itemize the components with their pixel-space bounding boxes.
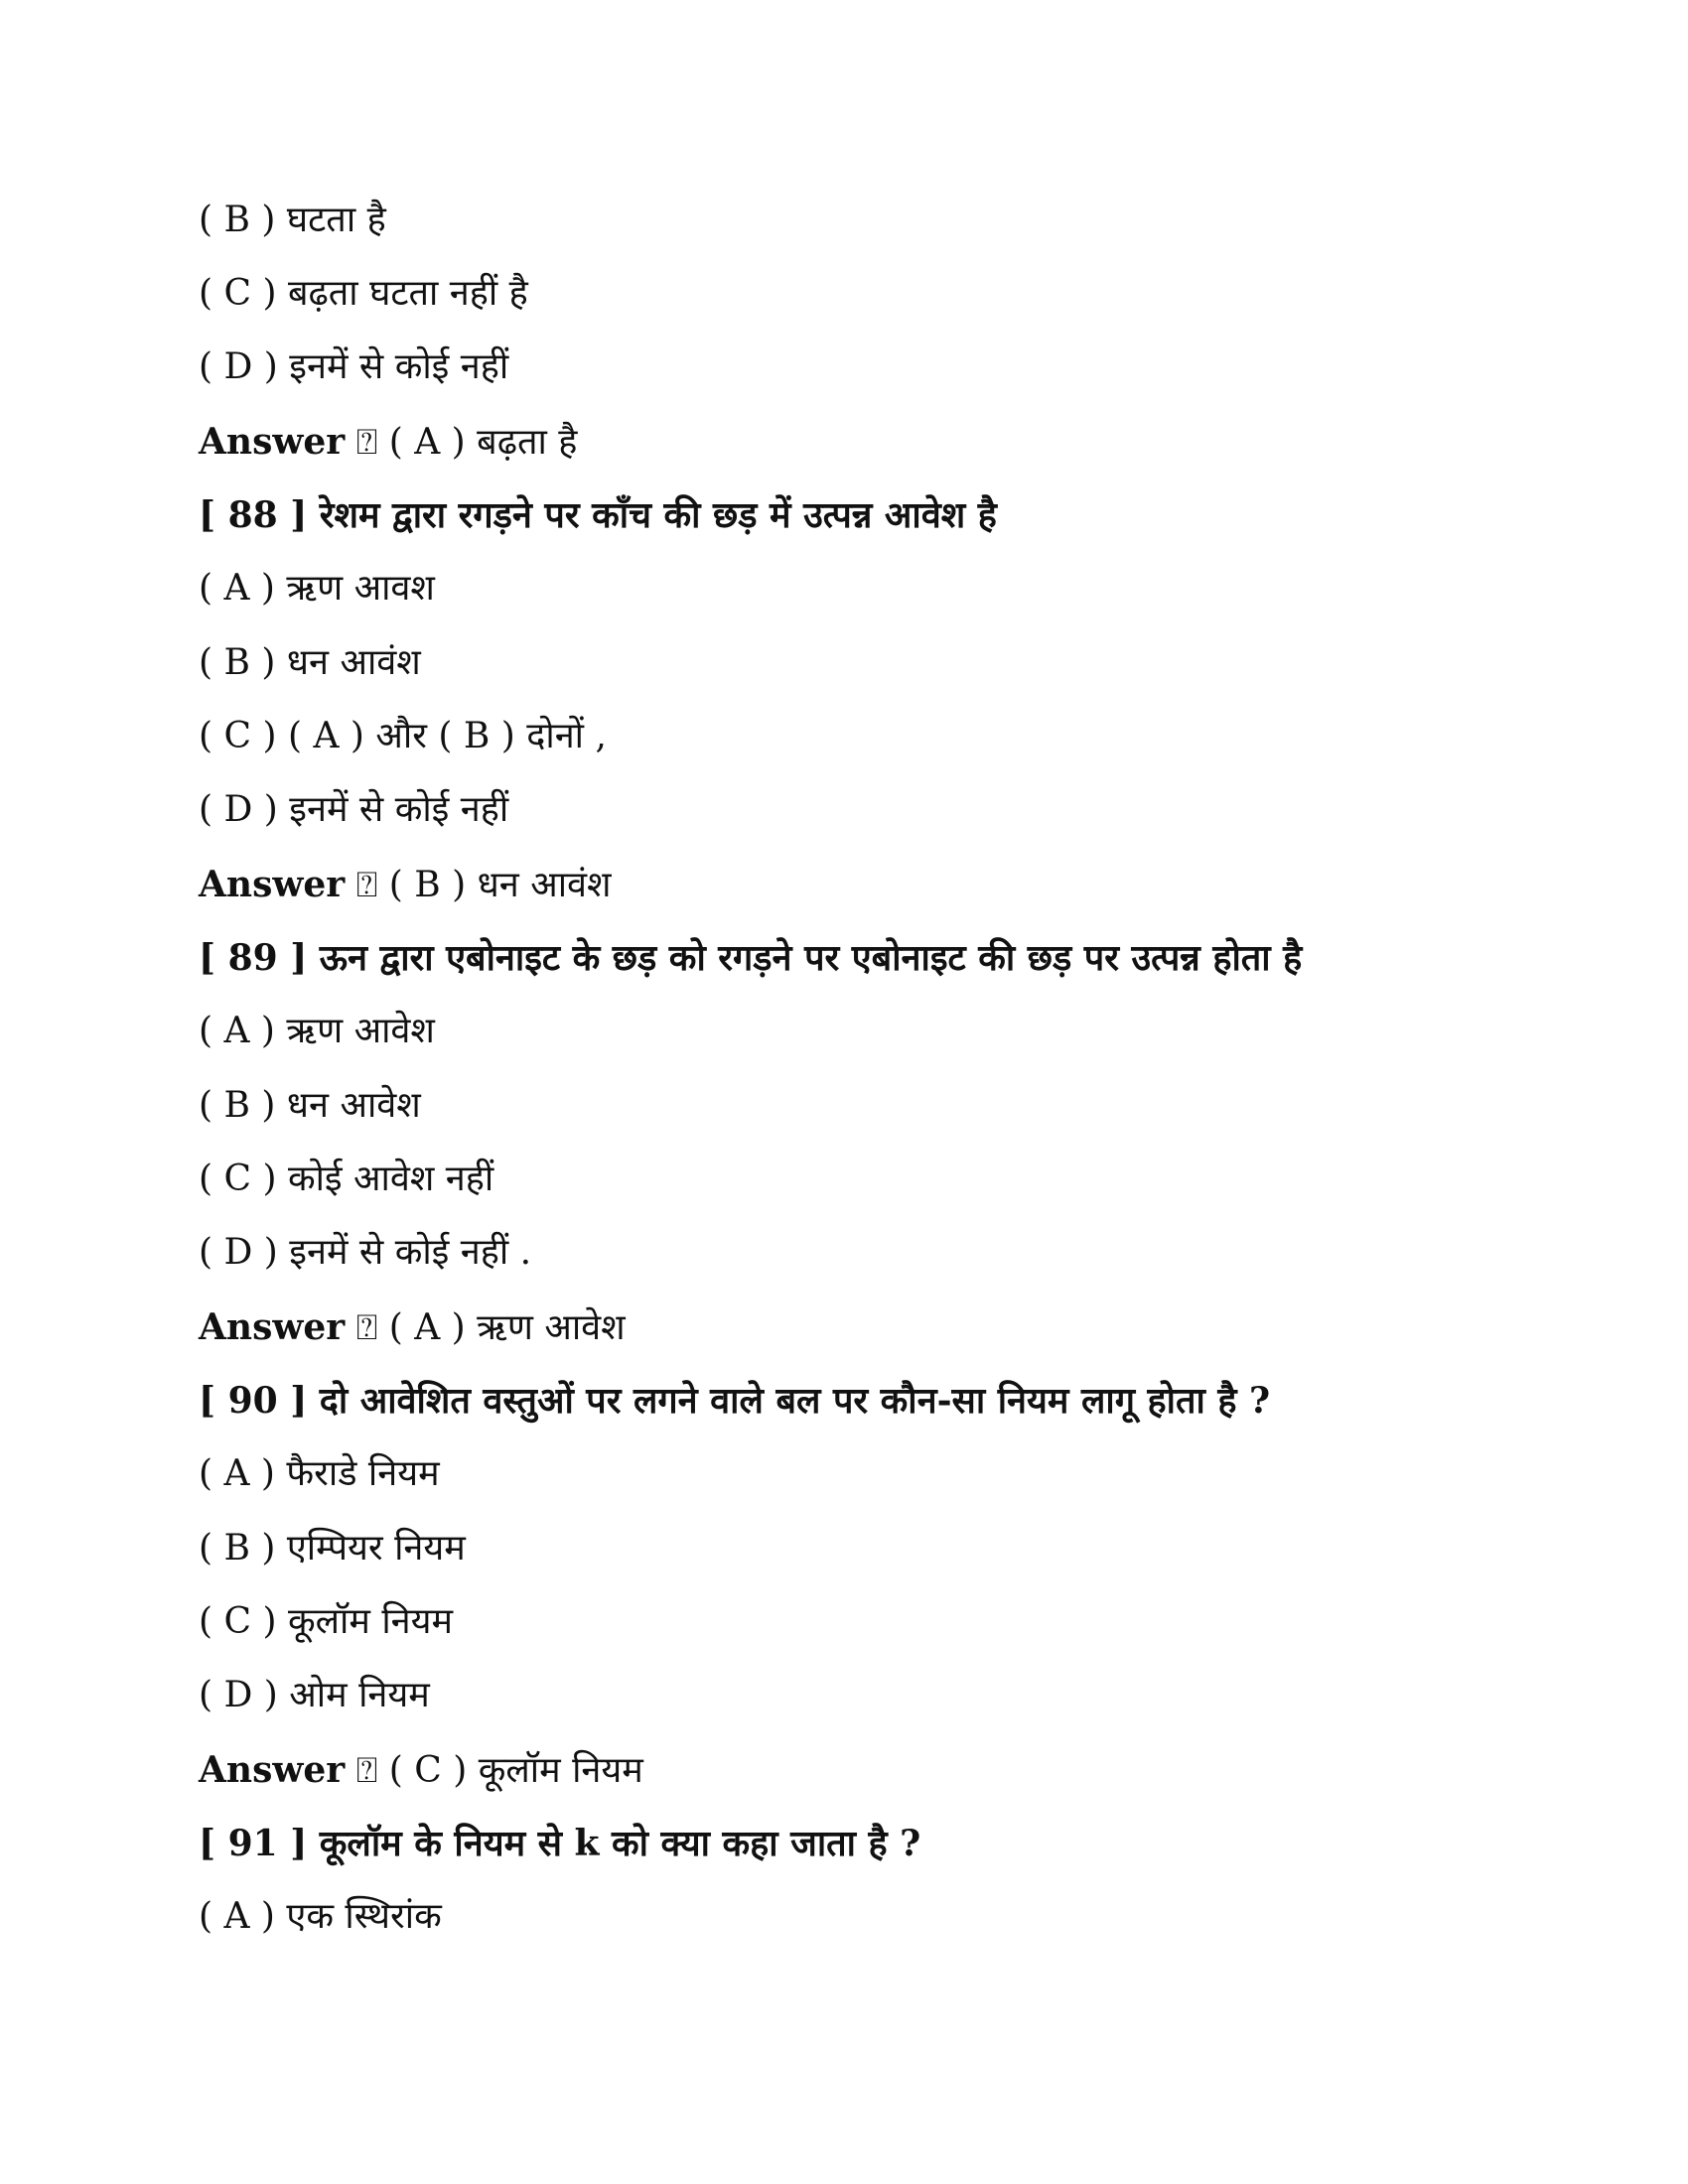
answer-text: ( B ) धन आवंश <box>388 865 612 905</box>
option-90-d: ( D ) ओम नियम <box>199 1675 430 1715</box>
answer-90 <box>199 1745 643 1796</box>
option-88-d: ( D ) इनमें से कोई नहीं <box>199 789 509 830</box>
answer-label: Answer <box>199 1749 346 1791</box>
option-89-a: ( A ) ऋण आवेश <box>199 1011 435 1051</box>
option-89-d: ( D ) इनमें से कोई नहीं . <box>199 1232 532 1273</box>
question-91: [ 91 ] कूलॉम के नियम से k को क्या कहा जाता है ? <box>199 1823 921 1864</box>
option-90-b: ( B ) एम्पियर नियम <box>199 1528 466 1569</box>
answer-separator: ⍰ <box>355 422 378 463</box>
option-88-b: ( B ) धन आवंश <box>199 642 421 683</box>
answer-label: Answer <box>199 864 346 905</box>
option-89-b: ( B ) धन आवेश <box>199 1085 421 1126</box>
answer-separator: ⍰ <box>355 1307 378 1348</box>
answer-88 <box>199 860 611 910</box>
answer-separator: ⍰ <box>355 865 378 905</box>
option-90-a: ( A ) फैराडे नियम <box>199 1453 440 1494</box>
option-88-c: ( C ) ( A ) और ( B ) दोनों , <box>199 716 607 756</box>
answer-89 <box>199 1302 626 1353</box>
option-89-c: ( C ) कोई आवेश नहीं <box>199 1159 494 1199</box>
option-87-d: ( D ) इनमें से कोई नहीं <box>199 346 509 387</box>
answer-separator: ⍰ <box>355 1750 378 1791</box>
answer-label: Answer <box>199 421 346 463</box>
answer-text: ( A ) बढ़ता है <box>388 422 578 463</box>
question-88: [ 88 ] रेशम द्वारा रगड़ने पर काँच की छड़ में उत्पन्न आवेश है <box>199 494 997 536</box>
option-87-b: ( B ) घटता है <box>199 200 386 240</box>
question-90: [ 90 ] दो आवेशित वस्तुओं पर लगने वाले बल पर कौन-सा नियम लागू होता है ? <box>199 1380 1271 1422</box>
option-91-a: ( A ) एक स्थिरांक <box>199 1896 442 1937</box>
answer-label: Answer <box>199 1306 346 1348</box>
option-87-c: ( C ) बढ़ता घटता नहीं है <box>199 273 528 314</box>
answer-text: ( A ) ऋण आवेश <box>388 1307 626 1348</box>
option-88-a: ( A ) ऋण आवश <box>199 568 435 609</box>
question-89: [ 89 ] ऊन द्वारा एबोनाइट के छड़ को रगड़ने पर एबोनाइट की छड़ पर उत्पन्न होता है <box>199 937 1303 979</box>
option-90-c: ( C ) कूलॉम नियम <box>199 1601 454 1642</box>
answer-text: ( C ) कूलॉम नियम <box>388 1750 643 1791</box>
answer-87 <box>199 417 577 468</box>
